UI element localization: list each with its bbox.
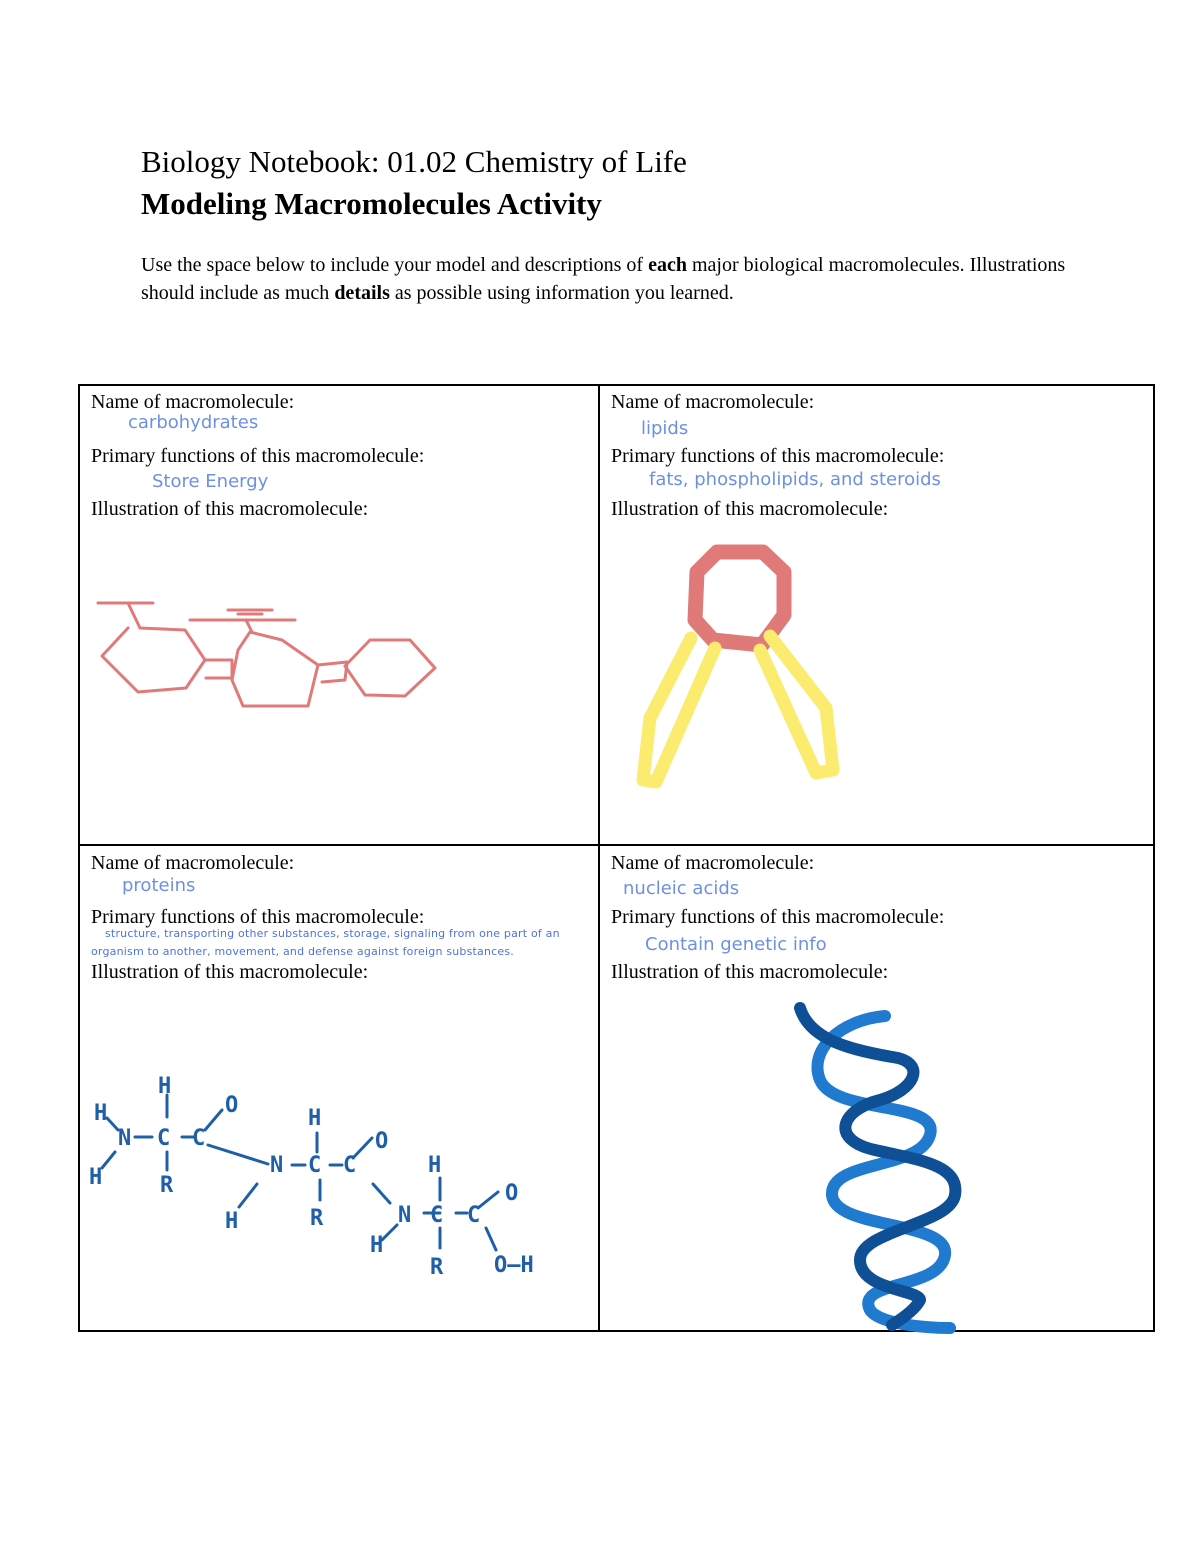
atom-h: H: [94, 1101, 108, 1126]
name-label: Name of macromolecule:: [611, 852, 815, 874]
carbohydrates-function: Store Energy: [152, 471, 269, 492]
atom-o: O: [505, 1181, 519, 1206]
atom-c: C: [430, 1203, 444, 1228]
atom-c: C: [343, 1153, 357, 1178]
functions-label: Primary functions of this macromolecule:: [611, 906, 945, 928]
hydroxyl-group: O–H: [494, 1253, 534, 1278]
atom-n: N: [118, 1126, 132, 1151]
functions-label: Primary functions of this macromolecule:: [611, 445, 945, 467]
illustration-label: Illustration of this macromolecule:: [611, 498, 889, 520]
illustration-label: Illustration of this macromolecule:: [91, 498, 369, 520]
name-label: Name of macromolecule:: [91, 391, 295, 413]
atom-o: O: [225, 1093, 239, 1118]
atom-n: N: [398, 1203, 412, 1228]
atom-c: C: [192, 1126, 206, 1151]
atom-c: C: [308, 1153, 322, 1178]
atom-n: N: [270, 1153, 284, 1178]
atom-h: H: [308, 1106, 322, 1131]
nucleic-acids-name: nucleic acids: [623, 878, 740, 899]
proteins-function: structure, transporting other substances, storage, signaling from one part of an organism to another, movement, and defense against foreign substances.: [91, 927, 560, 958]
atom-c: C: [157, 1126, 171, 1151]
atom-h: H: [428, 1153, 442, 1178]
instructions: Use the space below to include your model and descriptions of each major biological macromolecules. Illustrations should include as much details as possible using information you learned.: [141, 254, 1066, 304]
name-label: Name of macromolecule:: [611, 391, 815, 413]
atom-h: H: [158, 1074, 172, 1099]
atom-h: H: [89, 1165, 103, 1190]
name-label: Name of macromolecule:: [91, 852, 295, 874]
atom-r: R: [430, 1255, 444, 1280]
illustration-label: Illustration of this macromolecule:: [91, 961, 369, 983]
atom-h: H: [225, 1209, 239, 1234]
atom-c: C: [467, 1203, 481, 1228]
proteins-name: proteins: [122, 875, 196, 896]
lipids-name: lipids: [641, 418, 689, 439]
atom-r: R: [310, 1206, 324, 1231]
nucleic-acids-function: Contain genetic info: [645, 934, 827, 955]
notebook-title: Biology Notebook: 01.02 Chemistry of Life: [141, 144, 687, 179]
functions-label: Primary functions of this macromolecule:: [91, 906, 425, 928]
atom-h: H: [370, 1233, 384, 1258]
functions-label: Primary functions of this macromolecule:: [91, 445, 425, 467]
carbohydrates-name: carbohydrates: [128, 412, 259, 433]
lipids-function: fats, phospholipids, and steroids: [649, 469, 941, 490]
activity-title: Modeling Macromolecules Activity: [141, 186, 602, 221]
illustration-label: Illustration of this macromolecule:: [611, 961, 889, 983]
atom-o: O: [375, 1129, 389, 1154]
atom-r: R: [160, 1173, 174, 1198]
